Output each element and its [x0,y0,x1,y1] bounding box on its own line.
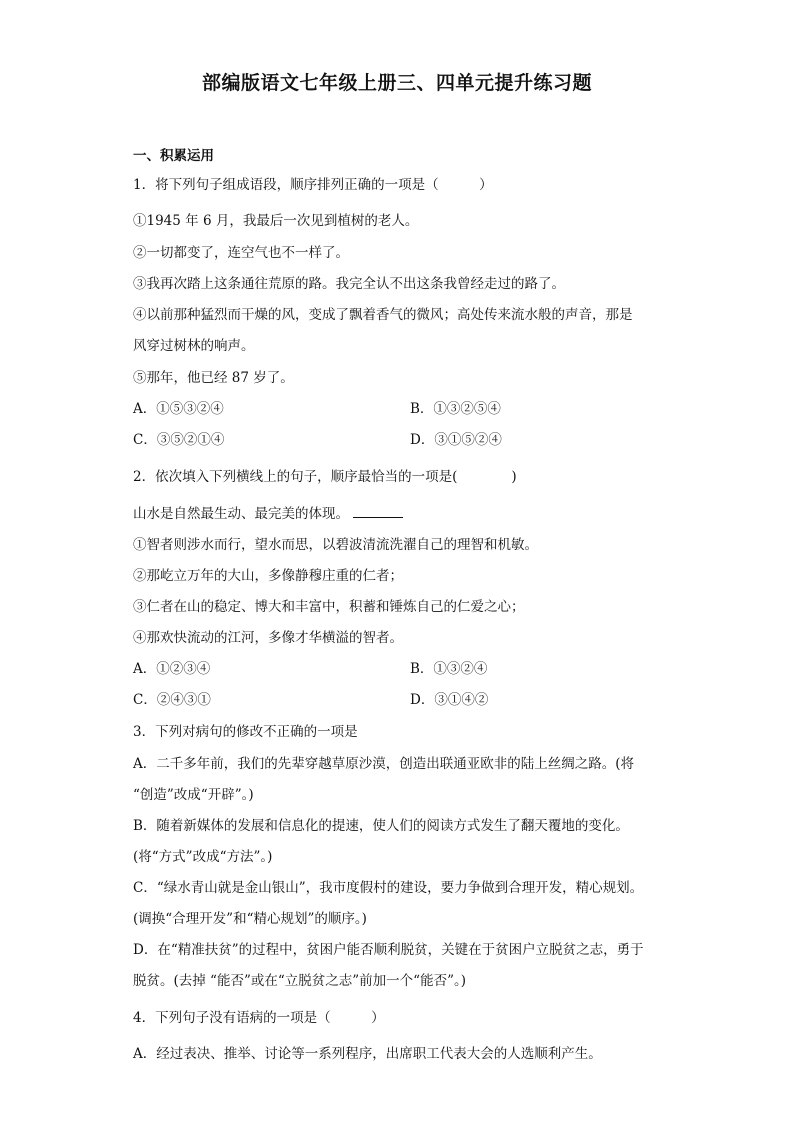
question-1-option-d: D．③①⑤②④ [410,432,502,448]
question-3-option-a: A．二千多年前，我们的先辈穿越草原沙漠，创造出联通亚欧非的陆上丝绸之路。(将 [133,756,635,772]
question-3-option-d: D．在“精准扶贫”的过程中，贫困户能否顺利脱贫，关键在于贫困户立脱贫之志，勇于 [133,942,644,958]
question-2-option-c: C．②④③① [133,692,211,708]
question-3-stem: 3．下列对病句的修改不正确的一项是 [133,724,358,740]
question-4-option-a: A．经过表决、推举、讨论等一系列程序，出席职工代表大会的人选顺利产生。 [133,1046,602,1062]
question-3-option-c-cont: (调换“合理开发”和“精心规划”的顺序。) [133,911,367,927]
question-2-sentence-3: ③仁者在山的稳定、博大和丰富中，积蓄和锤炼自己的仁爱之心； [133,599,525,615]
question-3-option-a-cont: “创造”改成“开辟”。) [133,787,254,803]
question-2-sentence-4: ④那欢快流动的江河，多像才华横溢的智者。 [133,630,403,646]
question-2-option-b: B．①③②④ [410,661,488,677]
page-title: 部编版语文七年级上册三、四单元提升练习题 [201,72,592,94]
question-3-option-c: C．“绿水青山就是金山银山”，我市度假村的建设，要力争做到合理开发，精心规划。 [133,880,644,896]
answer-blank [353,505,403,518]
question-1-sentence-4-cont: 风穿过树林的响声。 [133,338,255,354]
question-2-sentence-1: ①智者则涉水而行，望水而思，以碧波清流洗濯自己的理智和机敏。 [133,537,538,553]
section-heading: 一、积累运用 [133,148,214,164]
question-2-lead [133,505,403,523]
question-3-option-b: B．随着新媒体的发展和信息化的提速，使人们的阅读方式发生了翻天覆地的变化。 [133,818,629,834]
question-1-sentence-3: ③我再次踏上这条通往荒原的路。我完全认不出这条我曾经走过的路了。 [133,276,565,292]
question-1-option-c: C．③⑤②①④ [133,432,225,448]
question-1-sentence-2: ②一切都变了，连空气也不一样了。 [133,245,349,261]
question-2-stem: 2．依次填入下列横线上的句子，顺序最恰当的一项是( ) [133,469,517,485]
question-1-sentence-5: ⑤那年，他已经 87 岁了。 [133,370,294,386]
question-2-option-a: A．①②③④ [133,661,211,677]
question-1-option-a: A．①⑤③②④ [133,401,224,417]
question-1-sentence-1: ①1945 年 6 月，我最后一次见到植树的老人。 [133,213,419,229]
question-2-sentence-2: ②那屹立万年的大山，多像静穆庄重的仁者； [133,568,403,584]
question-1-sentence-4: ④以前那种猛烈而干燥的风，变成了飘着香气的微风；高处传来流水般的声音，那是 [133,307,633,323]
question-1-option-b: B．①③②⑤④ [410,401,501,417]
question-2-option-d: D．③①④② [410,692,489,708]
question-2-lead-text: 山水是自然最生动、最完美的体现。 [133,506,349,522]
question-3-option-d-cont: 脱贫。(去掉 “能否”或在“立脱贫之志”前加一个“能否”。) [133,973,466,989]
question-3-option-b-cont: (将“方式”改成“方法”。) [133,849,273,865]
question-4-stem: 4．下列句子没有语病的一项是（ ） [133,1010,385,1026]
question-1-stem: 1．将下列句子组成语段，顺序排列正确的一项是（ ） [133,177,493,193]
